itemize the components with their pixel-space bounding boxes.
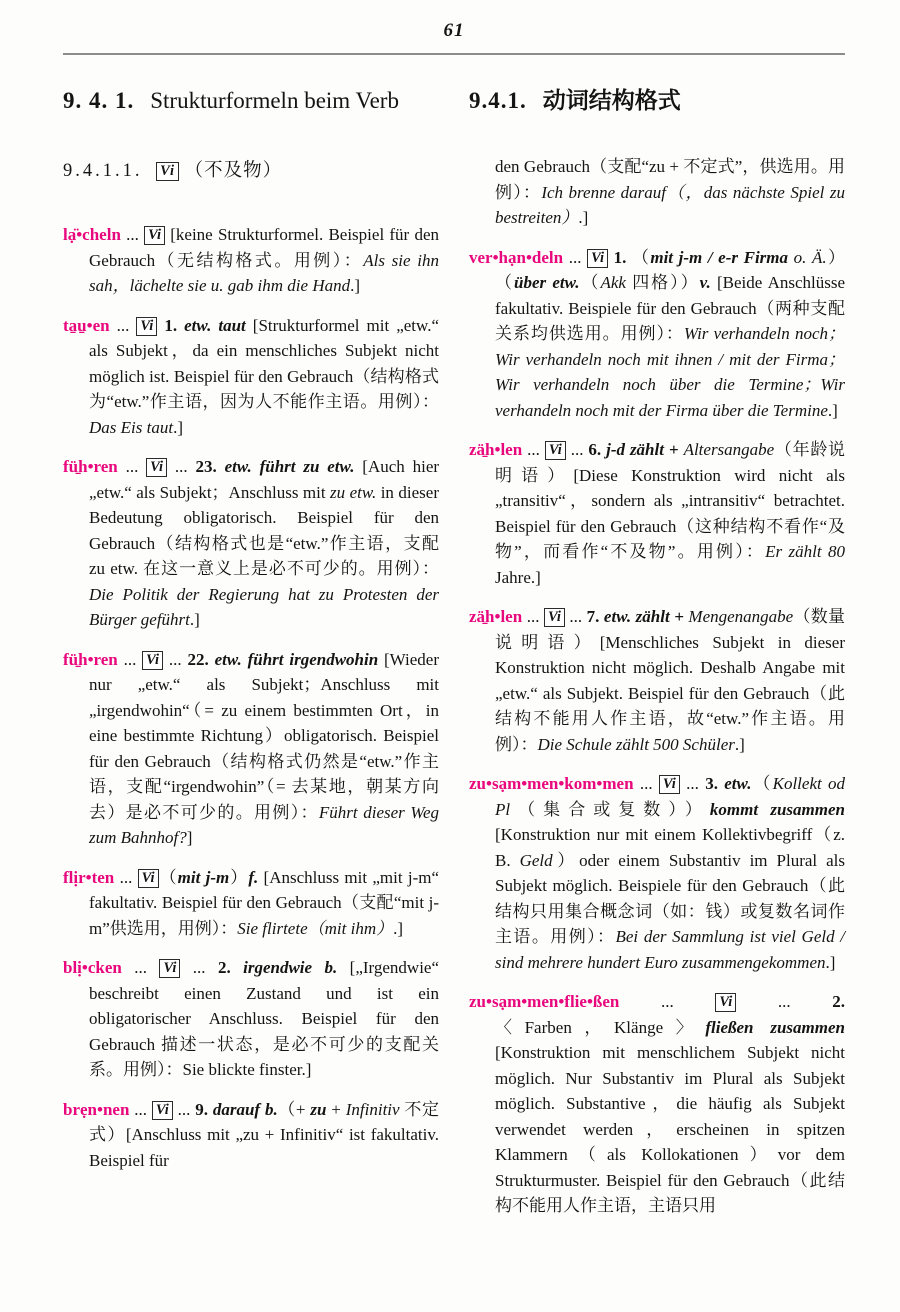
dictionary-entry bbox=[63, 454, 439, 633]
dictionary-entry bbox=[469, 437, 845, 590]
text-segment: Mengenangabe bbox=[688, 607, 794, 627]
heading-number-chinese: 9.4.1. bbox=[469, 88, 527, 113]
text-segment: f. bbox=[248, 867, 259, 887]
text-segment: （ bbox=[579, 273, 601, 293]
text-segment: .] bbox=[189, 610, 200, 630]
text-segment: .] bbox=[350, 276, 361, 296]
text-segment: [Konstruktion nur mit einem Kollektivbegriff（z. B. bbox=[495, 825, 845, 870]
header-rule bbox=[63, 53, 845, 55]
text-segment: mit j-m / e-r Firma bbox=[650, 247, 789, 267]
text-segment: o. Ä. bbox=[788, 247, 827, 267]
heading-number-german: 9. 4. 1. bbox=[63, 88, 135, 113]
text-segment: 3. bbox=[705, 774, 725, 794]
text-segment: ] bbox=[186, 828, 193, 848]
text-segment: ... bbox=[117, 457, 147, 477]
text-segment: fließen zusammen bbox=[705, 1017, 845, 1037]
text-segment: etw. führt irgendwohin bbox=[214, 649, 379, 669]
vi-tag: Vi bbox=[159, 959, 180, 978]
page-number: 61 bbox=[443, 20, 465, 41]
text-segment: mit j-m bbox=[177, 867, 230, 887]
text-segment: .] bbox=[734, 734, 745, 754]
text-segment: 9. bbox=[195, 1099, 213, 1119]
dictionary-entry bbox=[63, 955, 439, 1083]
dictionary-entry bbox=[63, 647, 439, 851]
text-segment: Die Politik der Regierung hat zu Protesten der Bürger geführt bbox=[89, 584, 439, 630]
text-segment: [Konstruktion mit menschlichem Subjekt nicht möglich. Nur Substantiv im Plural als Subjekt möglich. Substantive，die häufig als Subjekt verwendet werden，erscheinen in spitzen Klammern（als Kollokationen）vor dem Strukturmuster. Beispiel für den Gebrauch（此结构不能用人作主语，主语只用 bbox=[495, 1043, 845, 1216]
text-segment: .] bbox=[393, 918, 404, 938]
text-segment: （集合或复数）） bbox=[510, 799, 710, 819]
headword: zu•sạm•men•flie•ßen bbox=[469, 992, 620, 1012]
text-segment: （ bbox=[751, 774, 773, 794]
text-segment: （数量说明语）[Menschliches Subjekt in dieser Konstruktion nicht möglich. Deshalb Angabe mit „etw.“ als Subjekt. Beispiel für den Gebrauch（此结构不能用人作主语，故“etw.”作主语。用例）： bbox=[495, 607, 846, 754]
right-column bbox=[469, 154, 845, 1233]
text-segment: 22. bbox=[187, 649, 215, 669]
text-segment: Führt dieser Weg zum Bahnhof? bbox=[89, 802, 439, 848]
headword: zä̱h•len bbox=[469, 440, 523, 460]
text-segment: ... bbox=[736, 992, 833, 1012]
text-segment: 2. bbox=[217, 958, 244, 978]
text-segment: Ich brenne darauf（，das nächste Spiel zu bestreiten） bbox=[495, 182, 845, 228]
text-segment: ）oder einem Substantiv im Plural als Subjekt möglich. Beispiele für den Gebrauch（此结构只用集合概念词（如：钱）或复数名词作主语。用例）： bbox=[495, 850, 845, 947]
subsection-number: 9.4.1.1. bbox=[63, 161, 143, 182]
text-segment: etw. bbox=[724, 774, 752, 794]
dictionary-entry bbox=[469, 604, 845, 757]
text-segment: ... bbox=[117, 649, 143, 669]
text-segment: Als sie ihn sah，lächelte sie u. gab ihm die Hand bbox=[89, 250, 439, 296]
text-segment: .] bbox=[827, 400, 838, 420]
dictionary-entry bbox=[63, 313, 439, 441]
headword: blị•cken bbox=[63, 958, 122, 978]
vi-tag: Vi bbox=[146, 458, 167, 477]
heading-title-german: Strukturformeln beim Verb bbox=[150, 88, 399, 113]
text-segment: Jahre.] bbox=[495, 567, 541, 587]
text-segment: [Wieder nur „etw.“ als Subjekt；Anschluss mit „irgendwohin“（= zu einem bestimmten Ort，in eine bestimmte Richtung）obligatorisch. Beispiel für den Gebrauch（结构格式仍然是“etw.”作主语，支配“irgendwohin”（= 去某地，朝某方向去）是必不可少的。用例）： bbox=[89, 649, 439, 822]
text-segment: ... bbox=[522, 440, 545, 460]
text-segment: ... bbox=[114, 867, 138, 887]
text-segment: Sie flirtete（mit ihm） bbox=[237, 918, 394, 938]
text-segment: 6. bbox=[588, 440, 607, 460]
text-segment: ... bbox=[120, 225, 145, 245]
dictionary-entry bbox=[469, 989, 845, 1219]
text-segment: den Gebrauch（支配“zu + 不定式”，供选用。用例）： bbox=[495, 157, 845, 202]
headword: lạ̈•cheln bbox=[63, 225, 121, 245]
dictionary-entry bbox=[63, 865, 439, 942]
text-segment: Geld bbox=[519, 850, 553, 870]
heading-chinese bbox=[469, 85, 845, 116]
vi-tag: Vi bbox=[152, 1101, 173, 1120]
text-segment: 1. bbox=[607, 247, 632, 267]
headword: ta̱u̱•en bbox=[63, 315, 110, 335]
text-segment: [keine Strukturformel. Beispiel für den Gebrauch（无结构格式。用例）： bbox=[89, 225, 439, 270]
text-segment: 四格）） bbox=[625, 273, 700, 293]
text-segment: [Beide Anschlüsse fakultativ. Beispiele für den Gebrauch（两种支配关系均供选用。用例）： bbox=[495, 273, 846, 344]
heading-title-chinese: 动词结构格式 bbox=[542, 88, 681, 113]
text-segment: ... bbox=[633, 774, 659, 794]
text-segment: zu bbox=[310, 1099, 327, 1119]
vi-tag: Vi bbox=[545, 441, 566, 460]
text-segment: irgendwie b. bbox=[243, 958, 338, 978]
vi-tag: Vi bbox=[136, 317, 157, 336]
text-segment: ... bbox=[180, 958, 218, 978]
text-segment: .] bbox=[173, 417, 183, 437]
dictionary-entry bbox=[469, 245, 845, 424]
text-segment: （年龄说明语）[Diese Konstruktion wird nicht als „transitiv“，sondern als „intransitiv“ betrachtet. Beispiel für den Gebrauch（这种结构不看作“及物”，而看作“不及物”。用例）： bbox=[495, 440, 846, 562]
vi-tag: Vi bbox=[715, 993, 736, 1012]
text-segment: ... bbox=[679, 774, 706, 794]
headword: flịr•ten bbox=[63, 867, 115, 887]
text-segment: Das Eis taut bbox=[89, 417, 174, 437]
headword: ver•hạn•deln bbox=[469, 247, 564, 267]
text-segment: （ bbox=[631, 247, 651, 267]
text-segment: ... bbox=[163, 649, 188, 669]
left-column bbox=[63, 154, 439, 1233]
text-segment: [Strukturformel mit „etw.“ als Subjekt，da ein menschliches Subjekt nicht möglich ist. Beispiel für den Gebrauch（结构格式为“etw.”作主语，因为人不能作主语。用例）： bbox=[89, 315, 439, 412]
text-segment: [„Irgendwie“ beschreibt einen Zustand und ist ein obligatorischer Anschluss. Beispiel für den Gebrauch 描述一状态，是必不可少的支配关系。用例）：Sie blickte finster.] bbox=[89, 958, 440, 1080]
subsection-label bbox=[63, 156, 439, 182]
vi-tag: Vi bbox=[587, 249, 608, 268]
text-segment: Die Schule zählt 500 Schüler bbox=[537, 734, 735, 754]
text-segment: etw. taut bbox=[184, 315, 246, 335]
text-segment: ... bbox=[129, 1099, 152, 1119]
text-segment: 〈Farben，Klänge〉 bbox=[495, 1017, 706, 1037]
text-segment: v. bbox=[699, 273, 711, 293]
text-segment: ）（ bbox=[495, 247, 846, 293]
text-segment: ... bbox=[565, 440, 589, 460]
text-segment: Wir verhandeln noch；Wir verhandeln noch mit ihnen / mit der Firma；Wir verhandeln noch über die Termine；Wir verhandeln noch mit der Firma über die Termine bbox=[495, 324, 845, 420]
vi-tag: Vi bbox=[156, 162, 179, 181]
vi-tag: Vi bbox=[659, 775, 680, 794]
vi-tag: Vi bbox=[138, 869, 159, 888]
text-segment: 7. bbox=[586, 607, 604, 627]
vi-tag: Vi bbox=[144, 226, 165, 245]
text-segment: Infinitiv bbox=[345, 1099, 400, 1119]
text-segment: Bei der Sammlung ist viel Geld / sind mehrere hundert Euro zusammengekommen bbox=[495, 927, 845, 972]
text-segment: + bbox=[326, 1099, 346, 1119]
text-segment: ... bbox=[109, 315, 137, 335]
text-segment: 23. bbox=[195, 457, 225, 477]
text-segment: [Anschluss mit „mit j-m“ fakultativ. Beispiel für den Gebrauch（支配“mit j-m”供选用，用例）： bbox=[89, 867, 440, 938]
text-segment: ） bbox=[229, 867, 249, 887]
text-segment: ... bbox=[564, 607, 587, 627]
text-segment: ... bbox=[619, 992, 716, 1012]
two-column-body bbox=[63, 154, 845, 1233]
vi-tag: Vi bbox=[142, 651, 163, 670]
text-segment: .] bbox=[825, 952, 836, 972]
dictionary-entry bbox=[469, 771, 845, 975]
text-segment: ... bbox=[167, 457, 196, 477]
text-segment: 不定式）[Anschluss mit „zu + Infinitiv“ ist fakultativ. Beispiel für bbox=[89, 1099, 440, 1170]
headword: zä̱h•len bbox=[469, 607, 523, 627]
dictionary-entry bbox=[63, 1097, 439, 1174]
dictionary-entry-continuation bbox=[469, 154, 845, 231]
text-segment: ... bbox=[121, 958, 160, 978]
headword: fü̱h•ren bbox=[63, 649, 118, 669]
text-segment: in dieser Bedeutung obligatorisch. Beispiel für den Gebrauch（结构格式也是“etw.”作主语，支配 zu etw. 在这一意义上是必不可少的。用例）： bbox=[89, 482, 439, 579]
text-segment: Kollekt od Pl bbox=[495, 774, 846, 819]
text-segment: über etw. bbox=[513, 273, 580, 293]
text-segment: j-d zählt + bbox=[606, 440, 684, 460]
text-segment: ... bbox=[172, 1099, 196, 1119]
text-segment: kommt zusammen bbox=[709, 799, 845, 819]
text-segment: [Auch hier „etw.“ als Subjekt；Anschluss mit bbox=[89, 457, 440, 502]
text-segment: （+ bbox=[277, 1099, 311, 1119]
text-segment: .] bbox=[578, 208, 589, 228]
text-segment: Altersangabe bbox=[683, 440, 775, 460]
headword: zu•sạm•men•kom•men bbox=[469, 774, 634, 794]
heading-german bbox=[63, 85, 439, 116]
headword: fü̱h•ren bbox=[63, 457, 118, 477]
text-segment: Er zählt 80 bbox=[765, 542, 846, 562]
text-segment: zu etw. bbox=[330, 482, 377, 502]
text-segment: Akk bbox=[600, 273, 626, 293]
text-segment: etw. zählt + bbox=[603, 607, 689, 627]
vi-tag: Vi bbox=[544, 608, 565, 627]
text-segment: ... bbox=[522, 607, 544, 627]
dictionary-entry bbox=[63, 222, 439, 299]
headword: brẹn•nen bbox=[63, 1099, 130, 1119]
text-segment: darauf b. bbox=[212, 1099, 278, 1119]
text-segment: 1. bbox=[157, 315, 185, 335]
text-segment: 2. bbox=[832, 992, 846, 1012]
text-segment: etw. führt zu etw. bbox=[224, 457, 355, 477]
text-segment: ... bbox=[563, 247, 588, 267]
text-segment: （ bbox=[158, 867, 178, 887]
subsection-suffix: （不及物） bbox=[184, 161, 283, 182]
section-headings bbox=[63, 85, 845, 116]
